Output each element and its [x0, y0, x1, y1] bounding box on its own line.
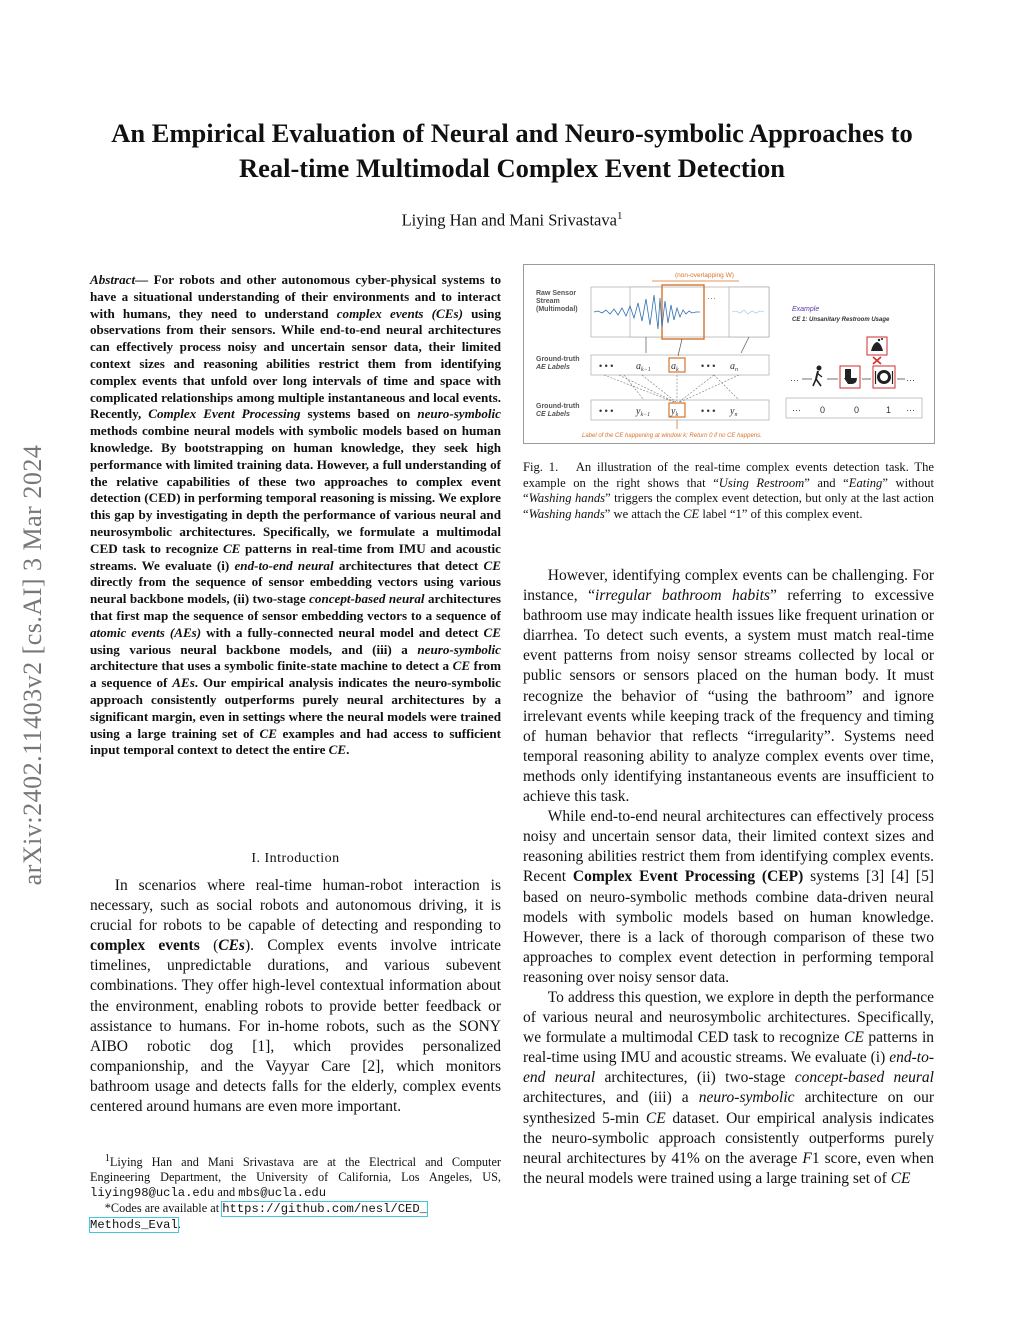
svg-text:yk: $y_k$ [671, 406, 679, 418]
svg-text:0: 0 [854, 405, 860, 415]
svg-text:AE Labels: AE Labels [536, 364, 570, 371]
abstract: Abstract— For robots and other autonomous cyber-physical systems to have a situational understanding of their environments and to interact with humans, they need to understand complex events (CEs) using observations from their sensors. While end-to-end neural architectures can effectively process noisy and uncertain sensor data, their limited context sizes and reasoning abilities restrict them from identifying complex events that unfold over long intervals of time and space with complicated relationships among multiple instantaneous and local events. Recently, Complex Event Processing systems based on neuro-symbolic methods combine neural models with symbolic models based on human knowledge. By bootstrapping on human knowledge, they seek high performance with limited training data. However, a full understanding of the relative capabilities of these two approaches to complex event detection (CED) in performing temporal reasoning is missing. We explore this gap by investigating in depth the performance of various neural and neurosymbolic architectures. Specifically, we formulate a multimodal CED task to recognize CE patterns in real-time from IMU and acoustic streams. We evaluate (i) end-to-end neural architectures that detect CE directly from the sequence of sensor embedding vectors using various neural backbone models, (ii) two-stage concept-based neural architectures that first map the sequence of sensor embedding vectors to a sequence of atomic events (AEs) with a fully-connected neural model and detect CE using various neural backbone models, and (iii) a neuro-symbolic architecture that uses a symbolic finite-state machine to detect a CE from a sequence of AEs. Our empirical analysis indicates the neuro-symbolic approach consistently outperforms purely neural architectures by a significant margin, even in settings where the neural models were trained using a large training set of CE examples and had access to sufficient input temporal context to detect the entire CE. [90, 272, 501, 758]
svg-text:• • •: • • • [599, 361, 614, 371]
footnotes: $^1$Liying Han and Mani Srivastava are at the Electrical and Computer Engineering Department, the University of California, Los Angeles, US, liying98@ucla.edu and mbs@ucla.edu *Codes are available at https://github.com/nesl/CED_ Methods_Eval. [90, 1153, 501, 1233]
svg-text:yk−1: $y_{k-1}$ [636, 406, 651, 418]
svg-text:ak−1: $a_{k-1}$ [636, 361, 651, 373]
svg-text:yn: $y_n$ [730, 406, 738, 418]
introduction-text: In scenarios where real-time human-robot interaction is necessary, such as social robots and autonomous driving, it is crucial for robots to be capable of detecting and responding to complex events (CEs). Complex events involve intricate timelines, unpredictable durations, and various subevent combinations. They offer high-level contextual information about the environment, enabling robots to provide better feedback or assistance to humans. For in-home robots, such as the SONY AIBO robotic dog [1], which provides personalized companionship, and the Vayyar Care [2], which monitors bathroom usage and detects falls for the elderly, complex events centered around humans are even more important. [90, 877, 502, 1116]
red-x-icon [873, 357, 881, 364]
svg-text:Stream: Stream [536, 298, 560, 305]
window-label: (non-overlapping W) [675, 272, 734, 279]
code-link[interactable]: https://github.com/nesl/CED_ [222, 1202, 427, 1217]
svg-text:CE Labels: CE Labels [536, 411, 570, 418]
svg-text:0: 0 [820, 405, 826, 415]
right-column-text: However, identifying complex events can be challenging. For instance, “irregular bathroom habits” referring to excessive bathroom use may indicate health issues like frequent urination or diarrhea. To detect such events, a system must match real-time event patterns from noisy sensor streams collected by local or public sensors or sensors placed on the human body. It must recognize the behavior of “using the bathroom” and ignore irrelevant events while keeping track of the frequency and timing of human behavior that reflects “irregularity”. Systems need temporal reasoning ability to analyze complex events over time, methods only identifying instantaneous events are insufficient to achieve this task. While end-to-end neural architectures can effectively process noisy and uncertain sensor data, their limited context sizes and reasoning abilities restrict them from identifying complex events. Recent Complex Event Processing (CEP) systems [3] [4] [5] based on neuro-symbolic methods combine data-driven neural models with symbolic models based on human knowledge. However, there is a lack of thorough comparison of these two approaches to complex event detection in performing temporal reasoning over noisy sensor data. To address this question, we explore in depth the performance of various neural and neurosymbolic architectures. Specifically, we formulate a multimodal CED task to recognize CE patterns in real-time using IMU and acoustic streams. We evaluate (i) end-to-end neural architectures, (ii) two-stage concept-based neural architectures, and (iii) a neuro-symbolic architecture on our synthesized 5-min CE dataset. Our empirical analysis indicates the neuro-symbolic approach consistently outperforms purely neural architectures by 41% on the average F1 score, even when the neural models were trained using a large training set of CE [523, 567, 935, 1187]
section-heading-introduction: I. Introduction [251, 851, 340, 866]
svg-text:CE 1: Unsanitary Restroom Usag: CE 1: Unsanitary Restroom Usage [792, 317, 890, 323]
paper-title: An Empirical Evaluation of Neural and Neuro-symbolic Approaches to Real-time Multimodal Complex Event Detection [111, 118, 913, 183]
svg-text:···: ··· [790, 375, 799, 385]
svg-text:an: $a_n$ [730, 361, 738, 373]
svg-text:• • •: • • • [701, 361, 716, 371]
washing-hands-icon [871, 338, 883, 351]
svg-text:···: ··· [707, 293, 716, 303]
authors: Liying Han and Mani Srivastava$^1$ [401, 210, 623, 230]
figure-1-caption: Fig. 1. An illustration of the real-time complex events detection task. The example on the right shows that “Using Restroom” and “Eating” without “Washing hands” triggers the complex event detection, but only at the last action “Washing hands” we attach the CE label “1” of this complex event. [523, 460, 934, 521]
code-link-continued[interactable]: Methods_Eval [90, 1218, 178, 1233]
svg-text:• • •: • • • [599, 406, 614, 416]
email-link-1[interactable]: liying98@ucla.edu [90, 1186, 215, 1201]
svg-text:Ground-truth: Ground-truth [536, 403, 580, 410]
svg-text:Example: Example [792, 306, 820, 313]
walking-person-icon [813, 366, 822, 387]
svg-text:···: ··· [906, 405, 915, 415]
dining-plate-icon [876, 370, 893, 384]
svg-text:···: ··· [792, 405, 801, 415]
svg-text:1: 1 [886, 405, 892, 415]
bottom-note: Label of the CE happening at window k; Return 0 if no CE happens. [582, 433, 762, 439]
svg-text:···: ··· [906, 375, 915, 385]
toilet-icon [844, 369, 857, 384]
svg-text:Ground-truth: Ground-truth [536, 356, 580, 363]
svg-text:Raw Sensor: Raw Sensor [536, 290, 577, 297]
figure-1 [523, 264, 935, 444]
figure-1-diagram [524, 265, 934, 443]
arxiv-identifier: arXiv:2402.11403v2 [cs.AI] 3 Mar 2024 [18, 444, 47, 886]
svg-text:• • •: • • • [701, 406, 716, 416]
email-link-2[interactable]: mbs@ucla.edu [238, 1186, 327, 1201]
svg-text:ak: $a_k$ [671, 361, 679, 373]
svg-text:(Multimodal): (Multimodal) [536, 306, 578, 313]
